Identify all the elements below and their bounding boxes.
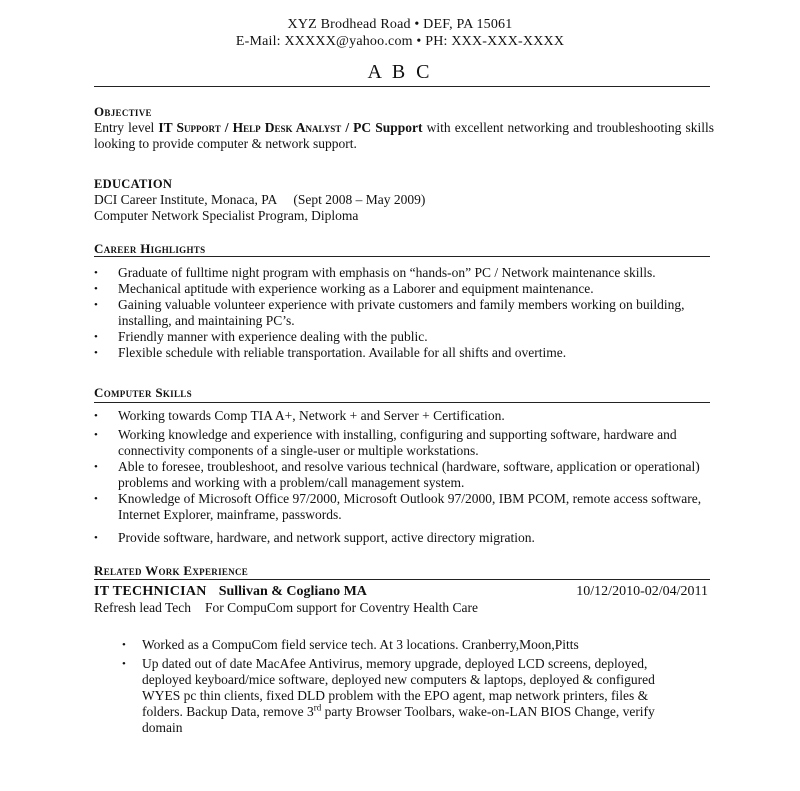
experience-divider [94,579,710,580]
education-title: EDUCATION [94,177,173,191]
list-item-text: Gaining valuable volunteer experience with private customers and family members working on building, installing, and maintaining PC’s. [118,297,685,328]
education-section [94,176,714,224]
objective-title: Objective [94,104,152,119]
career-highlights-section [94,241,714,361]
objective-slash: / [220,120,233,135]
list-item-text: Flexible schedule with reliable transportation. Available for all shifts and overtime. [118,345,567,360]
job-title: IT TECHNICIAN [94,584,207,599]
career-highlights-list [94,265,714,361]
education-institution: DCI Career Institute, Monaca, PA (Sept 2008 – May 2009) [94,192,426,207]
list-item-text: Able to foresee, troubleshoot, and resolve various technical (hardware, software, application or operational) problems and working with a problem/call management system. [118,459,700,490]
objective-rest: with excellent networking and troubleshooting skills looking to provide computer & network support. [94,120,714,151]
computer-skills-list [94,408,714,546]
list-item [94,408,714,424]
bullet-icon: • [94,267,98,279]
career-highlights-title: Career Highlights [94,241,206,256]
computer-skills-title: Computer Skills [94,385,192,400]
list-item-text: Provide software, hardware, and network support, active directory migration. [118,530,535,545]
job-duties-list [122,637,692,736]
objective-text [94,120,714,152]
list-item [122,656,692,736]
list-item-text: Working towards Comp TIA A+, Network + and Server + Certification. [118,408,505,423]
list-item-text: Knowledge of Microsoft Office 97/2000, Microsoft Outlook 97/2000, IBM PCOM, remote access software, Internet Explorer, mainframe, passwords. [118,491,702,522]
list-item [122,637,692,653]
career-highlights-divider [94,256,710,257]
computer-skills-section [94,385,714,546]
job-dates: 10/12/2010-02/04/2011 [576,584,708,599]
objective-slash: / [341,120,354,135]
list-item [94,345,714,361]
bullet-icon: • [122,639,126,651]
objective-intro: Entry level [94,120,159,135]
experience-section [94,563,714,616]
job-header [94,583,714,600]
list-item [94,281,714,297]
job-subtitle [94,600,714,616]
list-item-text: Friendly manner with experience dealing with the public. [118,329,428,344]
objective-role-help-desk: Help Desk Analyst [232,120,342,135]
job-role: Refresh lead Tech [94,600,192,615]
objective-role-it-support: IT Support [158,120,221,135]
ordinal-suffix: rd [313,702,322,713]
list-item-text: Working knowledge and experience with installing, configuring and supporting software, hardware and connectivity components of a single-user or multiple workstations. [118,427,677,458]
bullet-icon: • [94,283,98,295]
list-item [94,329,714,345]
objective-section [94,104,714,152]
list-item-text: Mechanical aptitude with experience working as a Laborer and equipment maintenance. [118,281,594,296]
header-contact: E-Mail: XXXXX@yahoo.com • PH: XXX-XXX-XXXX [235,34,565,49]
job-employer: Sullivan & Cogliano MA [218,584,367,599]
list-item-text: Graduate of fulltime night program with emphasis on “hands-on” PC / Network maintenance skills. [118,265,656,280]
job-client: For CompuCom support for Coventry Health Care [205,600,478,615]
list-item [94,265,714,281]
list-item [94,297,714,329]
objective-role-pc-support: PC Support [353,120,423,135]
list-item-text-continued: party Browser Toolbars, wake-on-LAN BIOS Change, verify domain [142,704,655,735]
list-item [94,459,714,491]
computer-skills-divider [94,402,710,403]
bullet-icon: • [94,429,98,441]
experience-title: Related Work Experience [94,563,249,578]
list-item [94,491,714,523]
education-program: Computer Network Specialist Program, Diploma [94,208,359,223]
bullet-icon: • [94,461,98,473]
bullet-icon: • [94,493,98,505]
bullet-icon: • [94,347,98,359]
list-item-text: Up dated out of date MacAfee Antivirus, memory upgrade, deployed LCD screens, deployed, deployed keyboard/mice software, deployed new computers & laptops, deployed & configured WYES pc thin clients, fixed DLD problem with the EPO agent, map network printers, files & folders. Backup Data, remove 3 [142,656,655,719]
header-address: XYZ Brodhead Road • DEF, PA 15061 [287,17,513,32]
list-item [94,530,714,546]
bullet-icon: • [94,532,98,544]
header-divider [94,86,710,87]
bullet-icon: • [94,331,98,343]
bullet-icon: • [122,658,126,670]
bullet-icon: • [94,410,98,422]
candidate-name: A B C [367,61,433,83]
list-item [94,427,714,459]
list-item-text: Worked as a CompuCom field service tech. At 3 locations. Cranberry,Moon,Pitts [142,637,579,652]
bullet-icon: • [94,299,98,311]
